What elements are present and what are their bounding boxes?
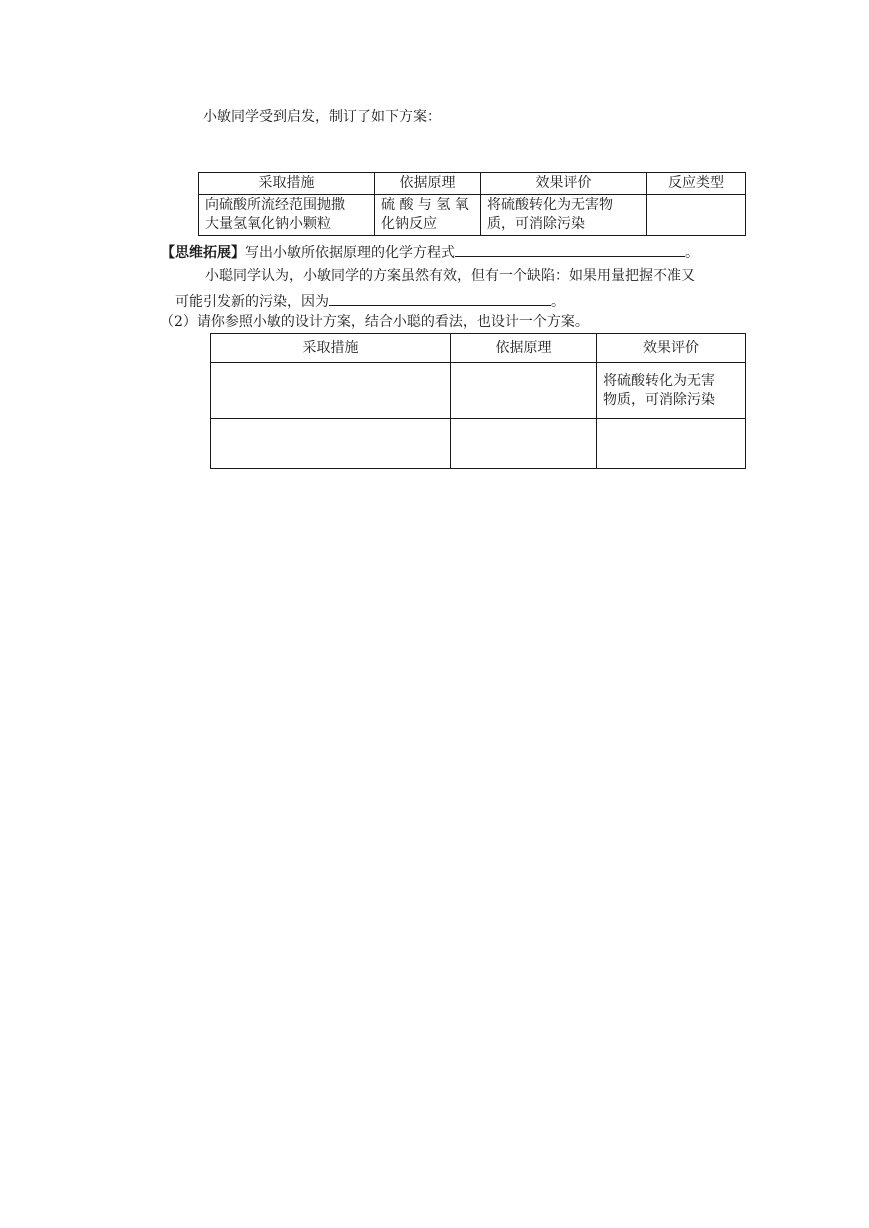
effect-cell-2 [597, 363, 746, 419]
extension-line [161, 241, 699, 263]
header-effect: 效果评价 [481, 173, 647, 195]
cell-effect [481, 195, 647, 236]
answer-principle-cell[interactable] [451, 363, 597, 419]
intro-text: 小敏同学受到启发，制订了如下方案： [203, 109, 441, 125]
cell-reaction-type[interactable] [647, 195, 746, 236]
xiaocong-line-2-prefix: 可能引发新的污染，因为 [175, 294, 329, 310]
extension-period: 。 [685, 245, 699, 261]
cell-measure [199, 195, 375, 236]
extension-label: 【思维拓展】 [161, 245, 245, 261]
answer-principle-cell-2[interactable] [451, 419, 597, 469]
effect-line-2: 质，可消除污染 [487, 216, 585, 232]
effect2-line-1: 将硫酸转化为无害 [603, 372, 715, 389]
xiaocong-period: 。 [551, 294, 565, 310]
principle-line-1: 硫 酸 与 氢 氧 [381, 197, 469, 213]
part2-instruction: （2）请你参照小敏的设计方案，结合小聪的看法，也设计一个方案。 [160, 314, 589, 330]
header-effect-2: 效果评价 [597, 334, 746, 363]
measure-line-1: 向硫酸所流经范围抛撒 [205, 197, 345, 213]
header-reaction-type: 反应类型 [647, 173, 746, 195]
header-principle: 依据原理 [375, 173, 481, 195]
plan-table-xiaomin [198, 172, 746, 236]
effect2-line-2: 物质，可消除污染 [603, 391, 715, 408]
equation-answer-blank[interactable] [455, 241, 685, 257]
xiaocong-line-1: 小聪同学认为，小敏同学的方案虽然有效，但有一个缺陷：如果用量把握不准又 [205, 268, 695, 284]
effect-line-1: 将硫酸转化为无害物 [487, 197, 613, 213]
plan-table-student [210, 333, 746, 469]
header-measure-2: 采取措施 [211, 334, 451, 363]
xiaocong-line-2 [175, 290, 565, 312]
extension-prompt: 写出小敏所依据原理的化学方程式 [245, 245, 455, 261]
answer-measure-cell[interactable] [211, 363, 451, 419]
header-principle-2: 依据原理 [451, 334, 597, 363]
principle-line-2: 化钠反应 [381, 216, 437, 232]
answer-effect-cell-2[interactable] [597, 419, 746, 469]
header-measure: 采取措施 [199, 173, 375, 195]
reason-answer-blank[interactable] [329, 290, 551, 306]
cell-principle [375, 195, 481, 236]
measure-line-2: 大量氢氧化钠小颗粒 [205, 216, 331, 232]
answer-measure-cell-2[interactable] [211, 419, 451, 469]
